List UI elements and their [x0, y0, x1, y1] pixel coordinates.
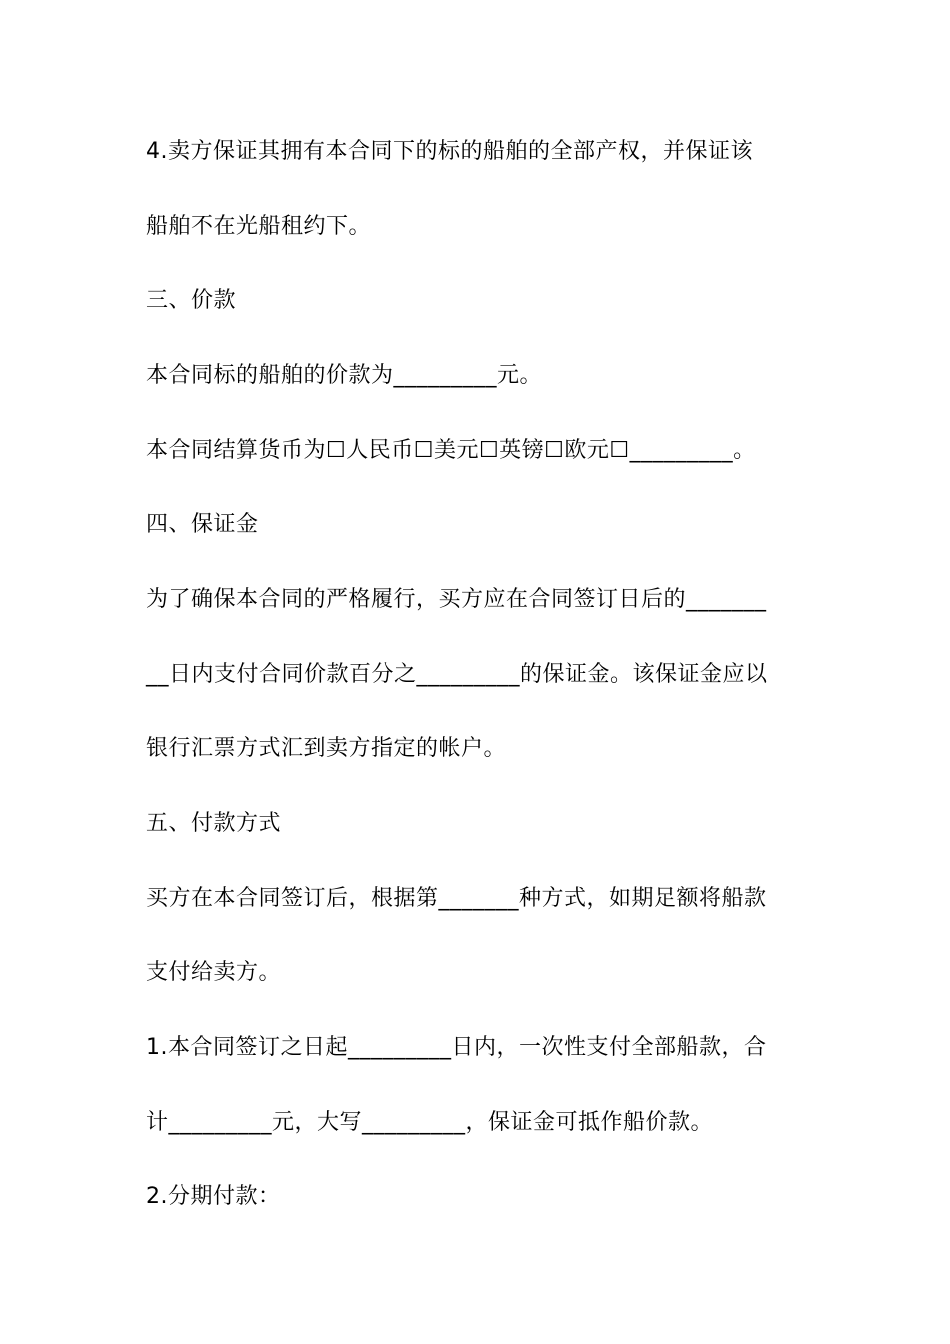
paragraph-line: 计_________元，大写_________，保证金可抵作船价款。 [146, 1110, 714, 1135]
paragraph-line: 本合同结算货币为☐人民币☐美元☐英镑☐欧元☐_________。 [146, 438, 756, 463]
paragraph-line: 2.分期付款： [146, 1184, 281, 1209]
section-heading: 三、价款 [146, 288, 237, 313]
paragraph-line: 支付给卖方。 [146, 960, 282, 985]
paragraph-line: 为了确保本合同的严格履行，买方应在合同签订日后的_______ [146, 587, 767, 612]
paragraph-line: 船舶不在光船租约下。 [146, 214, 372, 239]
paragraph-line: 本合同标的船舶的价款为_________元。 [146, 363, 543, 388]
section-heading: 五、付款方式 [146, 811, 282, 836]
paragraph-line: 银行汇票方式汇到卖方指定的帐户。 [146, 736, 507, 761]
paragraph-line: __日内支付合同价款百分之_________的保证金。该保证金应以 [146, 662, 768, 687]
paragraph-line: 1.本合同签订之日起_________日内，一次性支付全部船款，合 [146, 1035, 767, 1060]
paragraph-line: 买方在本合同签订后，根据第_______种方式，如期足额将船款 [146, 886, 767, 911]
section-heading: 四、保证金 [146, 512, 259, 537]
paragraph-line: 4.卖方保证其拥有本合同下的标的船舶的全部产权，并保证该 [146, 139, 753, 164]
